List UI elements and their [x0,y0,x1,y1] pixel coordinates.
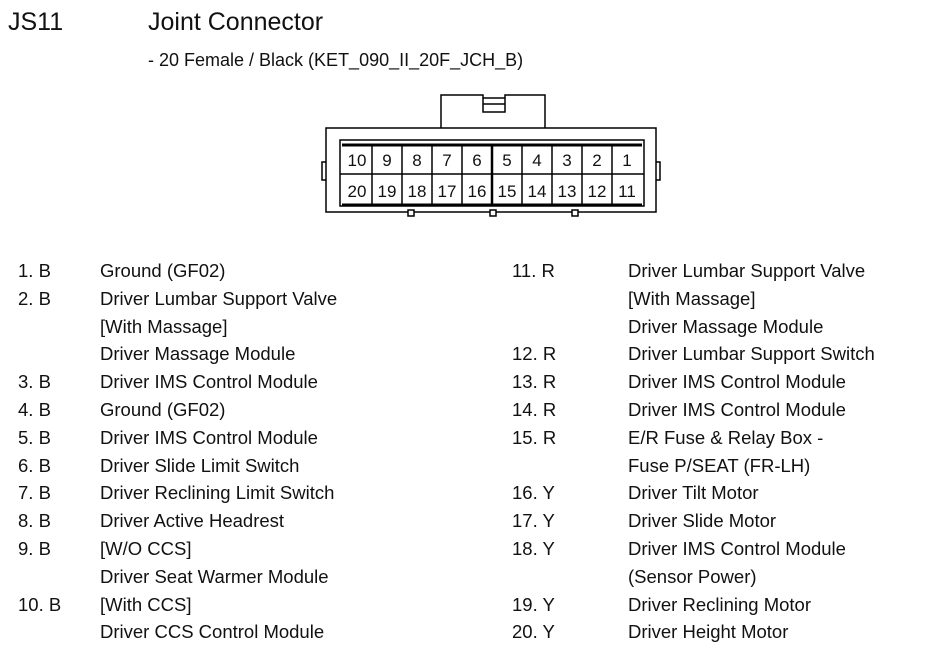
connector-title: Joint Connector [148,8,324,36]
pin-description: E/R Fuse & Relay Box - [628,426,824,448]
pin-description: [With Massage] [628,287,756,309]
pin-list-right [512,257,875,646]
pin-number [512,313,628,341]
pin-description: Driver Massage Module [100,343,296,365]
connector-pin-label: 17 [437,182,457,201]
pin-number: 6. B [18,454,51,476]
connector-diagram [0,0,936,240]
pin-row [0,479,337,507]
pin-description: Driver Slide Motor [628,510,777,532]
pin-row [0,396,337,424]
pin-row [0,285,337,313]
pin-description: Driver Massage Module [628,315,824,337]
pin-number [512,563,628,591]
pin-number: 7. B [18,482,51,504]
pin-description: Ground (GF02) [100,260,226,281]
connector-pin-label: 9 [382,151,392,170]
pin-description: Driver Reclining Motor [628,593,811,615]
pin-number: 1. B [18,260,51,281]
pin-number [0,563,100,591]
connector-pin-label: 19 [377,182,397,201]
pin-row [512,591,875,619]
pin-number: 9. B [18,537,51,559]
pin-description: [With CCS] [100,593,192,615]
connector-pin-label: 16 [467,182,487,201]
connector-pin-label: 20 [347,182,367,201]
connector-pin-label: 1 [622,151,632,170]
pin-row [0,563,337,591]
pin-row [512,424,875,452]
pin-row [0,424,337,452]
pin-number [0,340,100,368]
pin-number: 20. Y [512,621,555,643]
pin-description: Driver CCS Control Module [100,621,325,643]
pin-description: Driver IMS Control Module [100,371,318,393]
connector-pin-label: 14 [527,182,547,201]
pin-description: Driver Reclining Limit Switch [100,482,335,504]
pin-number [0,618,100,646]
pin-row [0,507,337,535]
pin-description: Driver IMS Control Module [628,537,846,559]
pin-description: [W/O CCS] [100,537,192,559]
pin-number: 10. B [18,593,62,615]
pin-number: 11. R [512,260,555,281]
pin-row [512,452,875,480]
pin-row [0,313,337,341]
pin-description: Ground (GF02) [100,398,226,420]
connector-pin-label: 6 [472,151,482,170]
pin-row [0,368,337,396]
pin-row [0,452,337,480]
pin-description: Driver IMS Control Module [628,371,846,393]
pin-row [512,396,875,424]
pin-description: Driver Lumbar Support Valve [100,287,338,309]
pin-description: [With Massage] [100,315,228,337]
pin-row [512,618,875,646]
pin-row [512,479,875,507]
pin-number [512,452,628,480]
pin-number [0,313,100,341]
pin-number: 13. R [512,371,557,393]
pin-row [512,313,875,341]
pin-description: Driver Height Motor [628,621,789,643]
pin-row [512,285,875,313]
connector-pin-label: 7 [442,151,452,170]
connector-pin-label: 5 [502,151,512,170]
connector-pin-label: 12 [587,182,607,201]
connector-pin-label: 3 [562,151,572,170]
pin-row [512,368,875,396]
pin-number: 16. Y [512,482,555,504]
pin-description: Driver Active Headrest [100,510,285,532]
pin-description: Driver IMS Control Module [628,398,846,420]
pin-number [512,285,628,313]
connector-pin-label: 13 [557,182,577,201]
connector-pin-label: 18 [407,182,427,201]
pin-row [512,563,875,591]
pin-description: Driver Lumbar Support Switch [628,343,875,365]
pin-number: 2. B [18,287,51,309]
pin-number: 3. B [18,371,51,393]
connector-subtitle: - 20 Female / Black (KET_090_II_20F_JCH_B) [148,50,524,70]
pin-list-left [0,257,337,646]
pin-description: Fuse P/SEAT (FR-LH) [628,454,811,476]
pin-number: 19. Y [512,593,555,615]
pin-description: (Sensor Power) [628,565,757,587]
pin-row [512,340,875,368]
pin-number: 12. R [512,343,557,365]
pin-row [0,340,337,368]
pin-description: Driver Seat Warmer Module [100,565,329,587]
pin-row [0,535,337,563]
pin-row [512,535,875,563]
connector-pin-label: 8 [412,151,422,170]
pin-number: 14. R [512,398,557,420]
pin-number: 5. B [18,426,51,448]
pin-row [512,507,875,535]
pin-number: 17. Y [512,510,555,532]
pin-number: 18. Y [512,537,555,559]
pin-row [0,618,337,646]
pin-description: Driver Tilt Motor [628,482,759,504]
connector-pin-label: 11 [618,182,636,201]
pin-description: Driver IMS Control Module [100,426,318,448]
connector-pin-label: 4 [532,151,542,170]
connector-code: JS11 [8,8,64,36]
connector-pin-label: 2 [592,151,602,170]
pin-description: Driver Slide Limit Switch [100,454,300,476]
connector-pin-label: 10 [347,151,367,170]
pin-description: Driver Lumbar Support Valve [628,260,866,281]
pin-number: 15. R [512,426,557,448]
pin-number: 4. B [18,398,51,420]
pin-row [0,591,337,619]
pin-row [0,257,337,285]
connector-pin-label: 15 [497,182,517,201]
pin-row [512,257,875,285]
pin-number: 8. B [18,510,51,532]
